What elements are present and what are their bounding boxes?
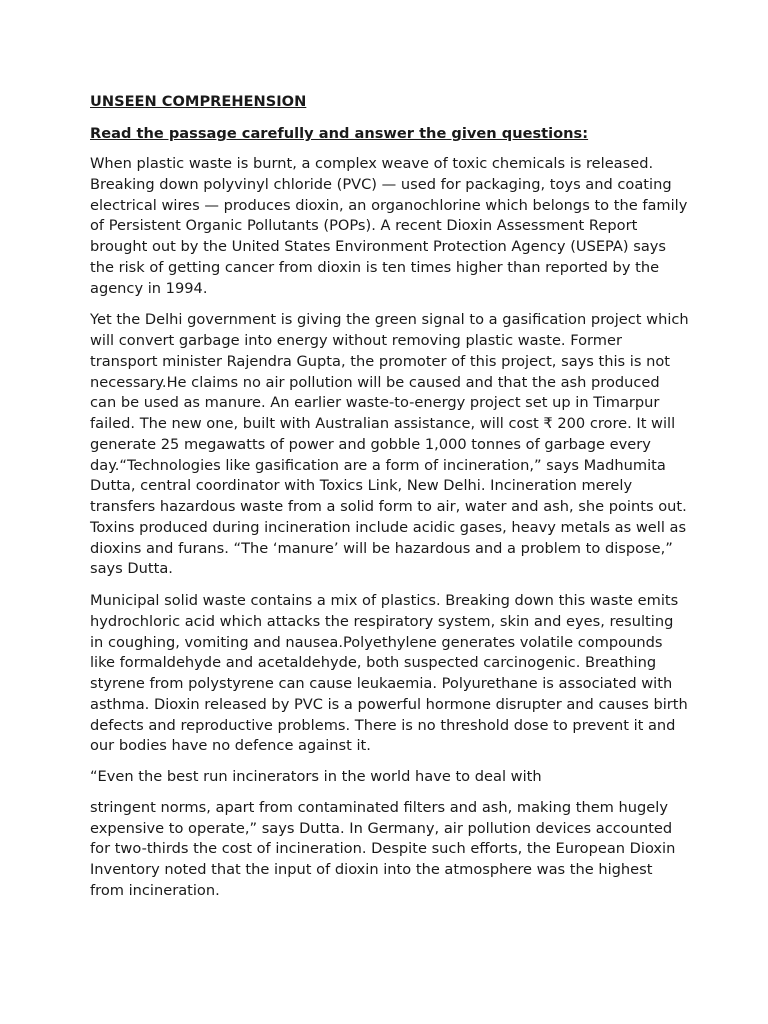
document-heading: UNSEEN COMPREHENSION xyxy=(90,93,307,110)
paragraph-1: When plastic waste is burnt, a complex weave of toxic chemicals is released. Breaking down polyvinyl chloride (PVC) — used for packaging, toys and coating electrical wires — produces dioxin, an organochlorine which belongs to the family of Persistent Organic Pollutants (POPs). A recent Dioxin Assessment Report brought out by the United States Environment Protection Agency (USEPA) says the risk of getting cancer from dioxin is ten times higher than reported by the agency in 1994. xyxy=(90,155,688,297)
document-instruction: Read the passage carefully and answer the given questions: xyxy=(90,125,589,142)
document-page xyxy=(90,91,690,902)
paragraph-3: Municipal solid waste contains a mix of plastics. Breaking down this waste emits hydrochloric acid which attacks the respiratory system, skin and eyes, resulting in coughing, vomiting and nausea.Polyethylene generates volatile compounds like formaldehyde and acetaldehyde, both suspected carcinogenic. Breathing styrene from polystyrene can cause leukaemia. Polyurethane is associated with asthma. Dioxin released by PVC is a powerful hormone disrupter and causes birth defects and reproductive problems. There is no threshold dose to prevent it and our bodies have no defence against it. xyxy=(90,592,688,755)
paragraph-4: “Even the best run incinerators in the world have to deal with xyxy=(90,768,542,785)
paragraph-2: Yet the Delhi government is giving the green signal to a gasification project which will convert garbage into energy without removing plastic waste. Former transport minister Rajendra Gupta, the promoter of this project, says this is not necessary.He claims no air pollution will be caused and that the ash produced can be used as manure. An earlier waste-to-energy project set up in Timarpur failed. The new one, built with Australian assistance, will cost ₹ 200 crore. It will generate 25 megawatts of power and gobble 1,000 tonnes of garbage every day.“Technologies like gasification are a form of incineration,” says Madhumita Dutta, central coordinator with Toxics Link, New Delhi. Incineration merely transfers hazardous waste from a solid form to air, water and ash, she points out. Toxins produced during incineration include acidic gases, heavy metals as well as dioxins and furans. “The ‘manure’ will be hazardous and a problem to dispose,” says Dutta. xyxy=(90,311,689,578)
paragraph-5: stringent norms, apart from contaminated filters and ash, making them hugely expensive to operate,” says Dutta. In Germany, air pollution devices accounted for two-thirds the cost of incineration. Despite such efforts, the European Dioxin Inventory noted that the input of dioxin into the atmosphere was the highest from incineration. xyxy=(90,798,676,899)
